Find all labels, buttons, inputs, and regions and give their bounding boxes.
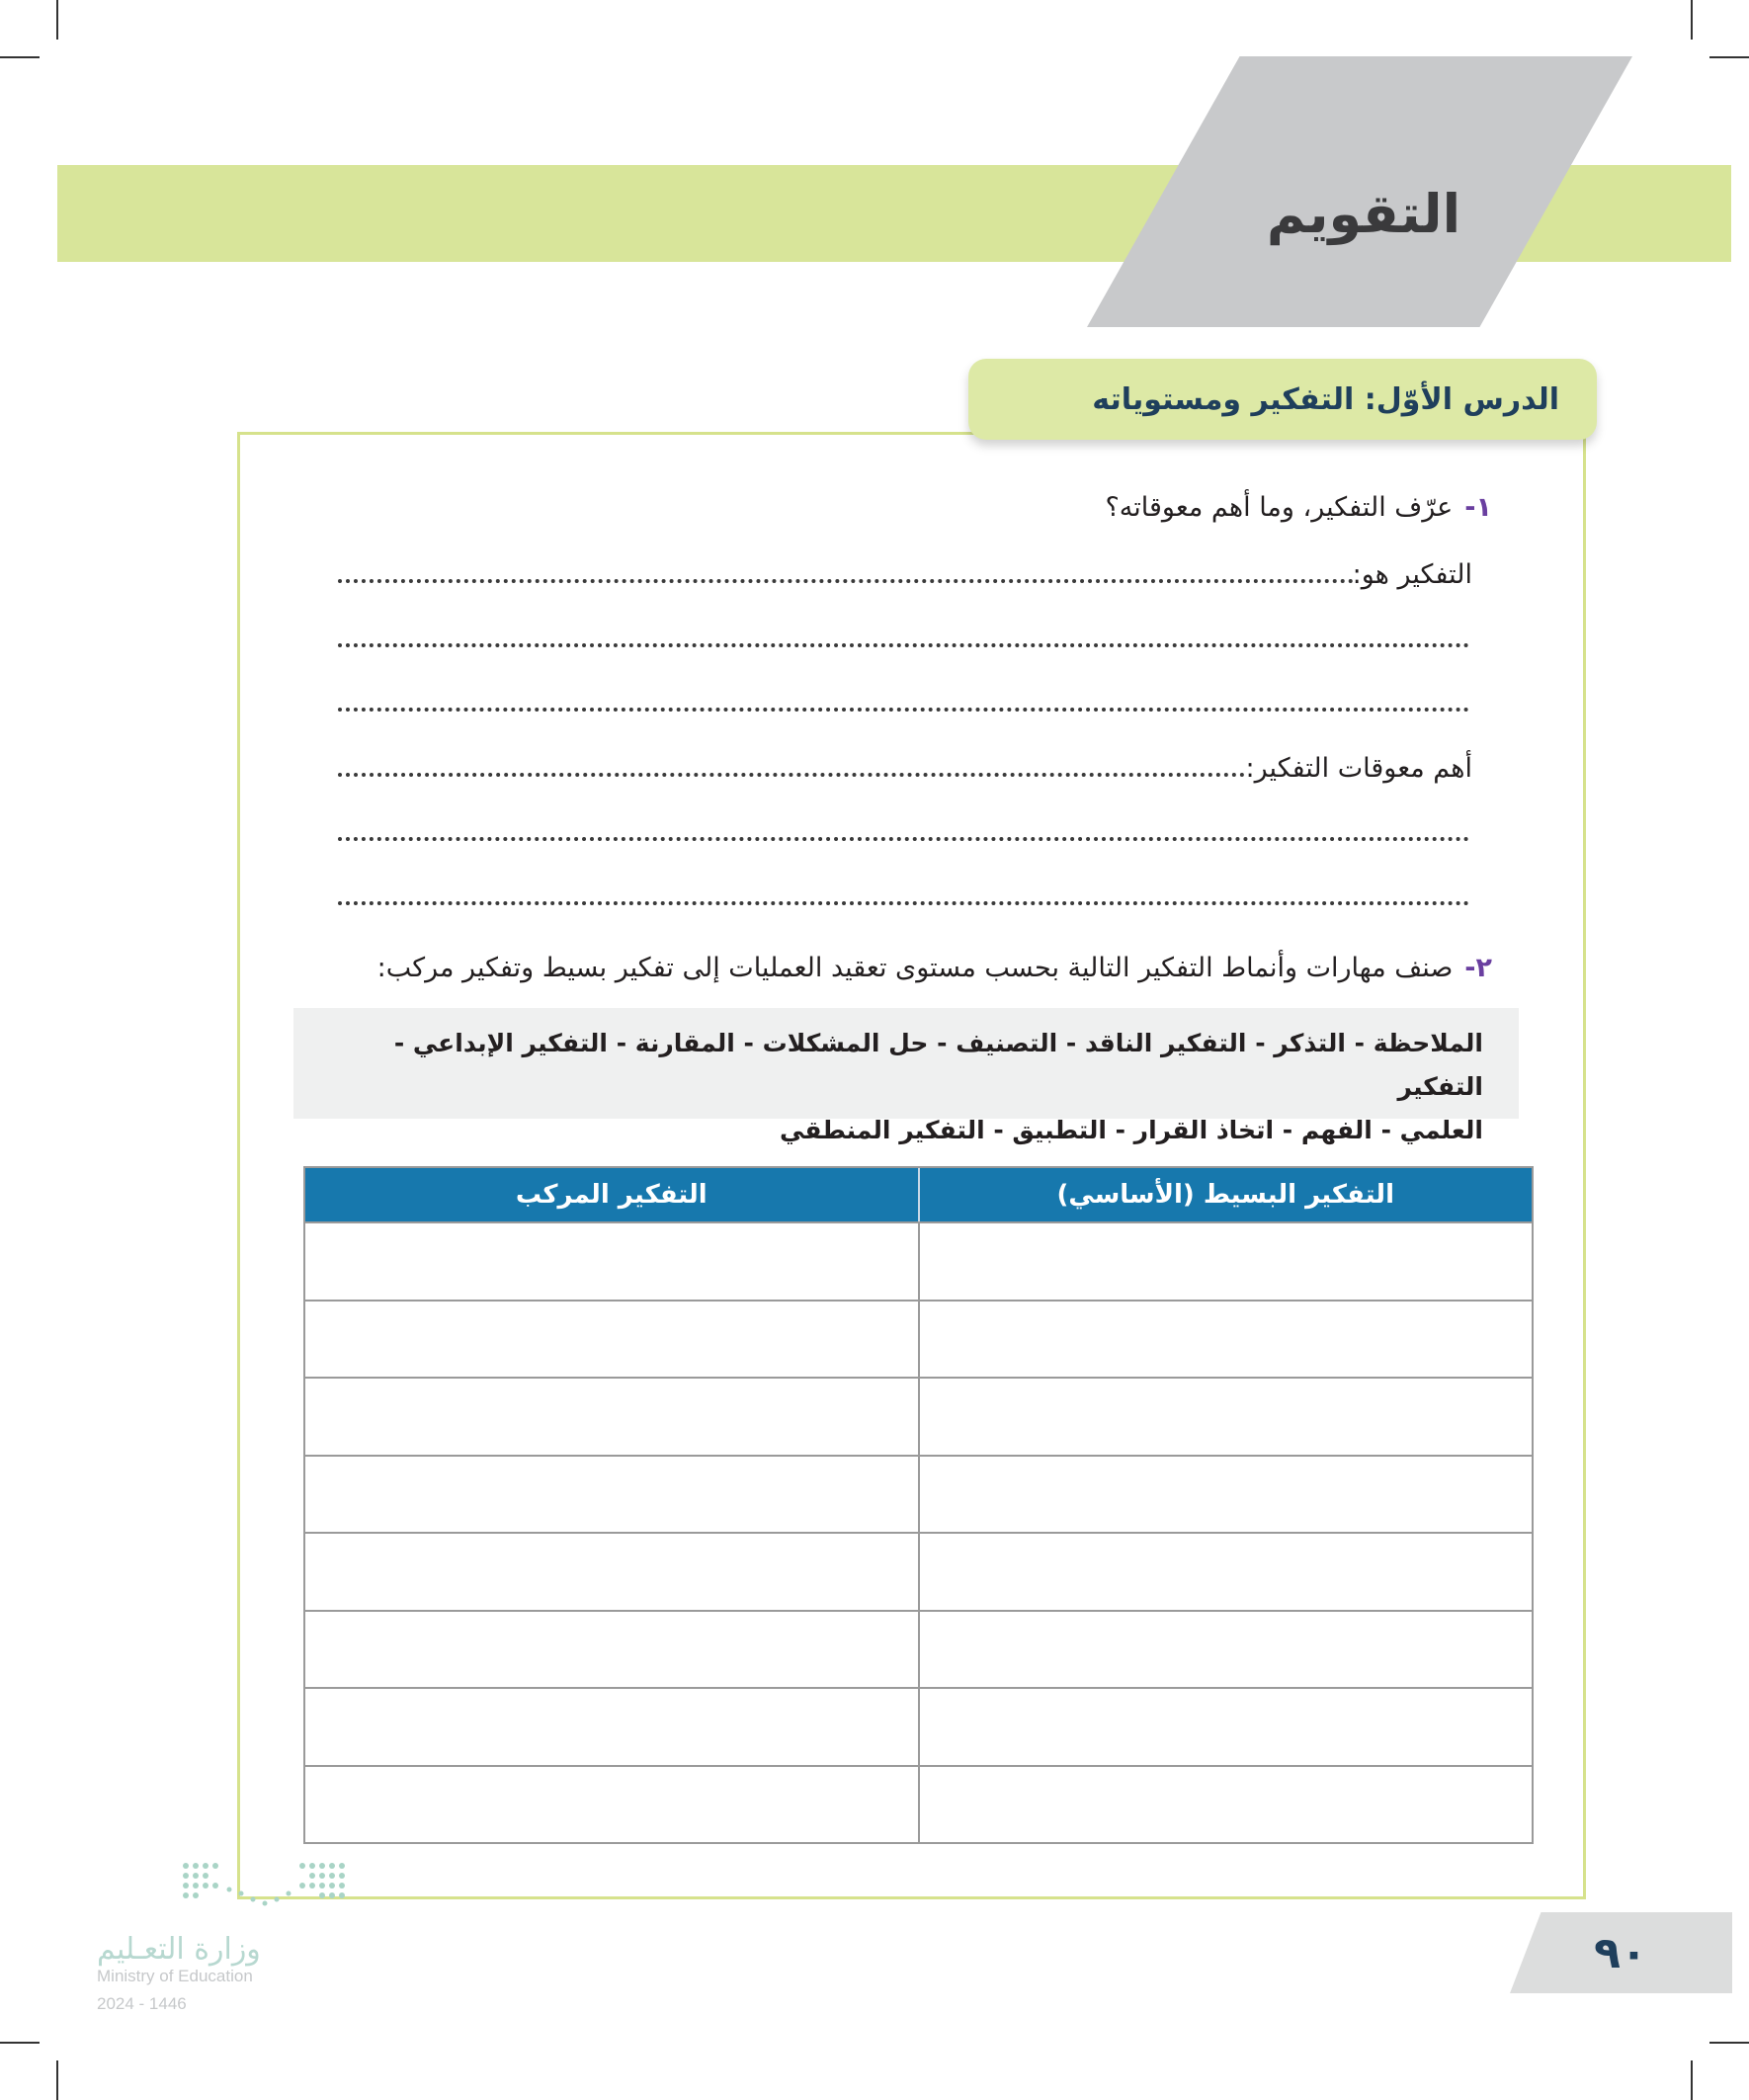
question-1 [1105,492,1492,523]
cell-complex[interactable] [305,1612,918,1688]
page-title: التقويم [1266,182,1461,245]
table-row [305,1455,1532,1533]
cell-complex[interactable] [305,1457,918,1533]
lesson-title: الدرس الأوّل: التفكير ومستوياته [1092,381,1559,417]
answer-line[interactable] [338,773,1245,777]
edition-year: 2024 - 1446 [97,1994,187,2013]
cell-simple[interactable] [918,1223,1533,1300]
cell-simple[interactable] [918,1534,1533,1610]
table-row [305,1610,1532,1688]
question-2-text: صنف مهارات وأنماط التفكير التالية بحسب مستوى تعقيد العمليات إلى تفكير بسيط وتفكير مركب: [376,953,1454,983]
cell-simple[interactable] [918,1457,1533,1533]
crop-mark [0,56,40,58]
cell-simple[interactable] [918,1767,1533,1843]
skills-line-2: العلمي - الفهم - اتخاذ القرار - التطبيق - التفكير المنطقي [779,1116,1483,1144]
table-row [305,1687,1532,1765]
header-simple-thinking: التفكير البسيط (الأساسي) [918,1168,1533,1221]
crop-mark [56,0,58,40]
crop-mark [0,2042,40,2044]
table-row [305,1377,1532,1455]
crop-mark [1709,56,1749,58]
cell-complex[interactable] [305,1534,918,1610]
cell-simple[interactable] [918,1612,1533,1688]
lesson-title-tab [968,359,1597,440]
cell-simple[interactable] [918,1302,1533,1378]
cell-simple[interactable] [918,1689,1533,1765]
page-number: ٩٠ [1594,1927,1647,1978]
obstacles-label: أهم معوقات التفكير: [1245,753,1472,784]
table-row [305,1221,1532,1300]
question-2 [377,953,1492,983]
cell-complex[interactable] [305,1302,918,1378]
skills-line-1: الملاحظة - التذكر - التفكير الناقد - التصنيف - حل المشكلات - المقارنة - التفكير الإبداعي - التفكير [393,1029,1483,1101]
answer-line[interactable] [338,901,1469,905]
answer-line[interactable] [338,643,1469,647]
cell-complex[interactable] [305,1223,918,1300]
ministry-name-ar: وزارة التعـليم [97,1932,261,1967]
crop-mark [56,2060,58,2100]
table-header [305,1168,1532,1221]
cell-simple[interactable] [918,1379,1533,1455]
question-2-number: ٢- [1464,953,1492,983]
question-1-number: ١- [1464,492,1492,523]
ministry-logo-icon [180,1860,353,1914]
table-row [305,1765,1532,1843]
answer-line[interactable] [338,708,1469,712]
crop-mark [1691,2060,1693,2100]
definition-label: التفكير هو: [1352,559,1472,590]
skills-word-box [293,1008,1519,1144]
crop-mark [1709,2042,1749,2044]
crop-mark [1691,0,1693,40]
classification-table [303,1166,1534,1844]
cell-complex[interactable] [305,1767,918,1843]
header-complex-thinking: التفكير المركب [515,1180,708,1210]
answer-line[interactable] [338,579,1354,583]
cell-complex[interactable] [305,1689,918,1765]
cell-complex[interactable] [305,1379,918,1455]
table-row [305,1300,1532,1378]
ministry-name-en: Ministry of Education [97,1967,253,1985]
question-1-text: عرّف التفكير، وما أهم معوقاته؟ [1105,492,1454,523]
table-row [305,1532,1532,1610]
answer-line[interactable] [338,837,1469,841]
